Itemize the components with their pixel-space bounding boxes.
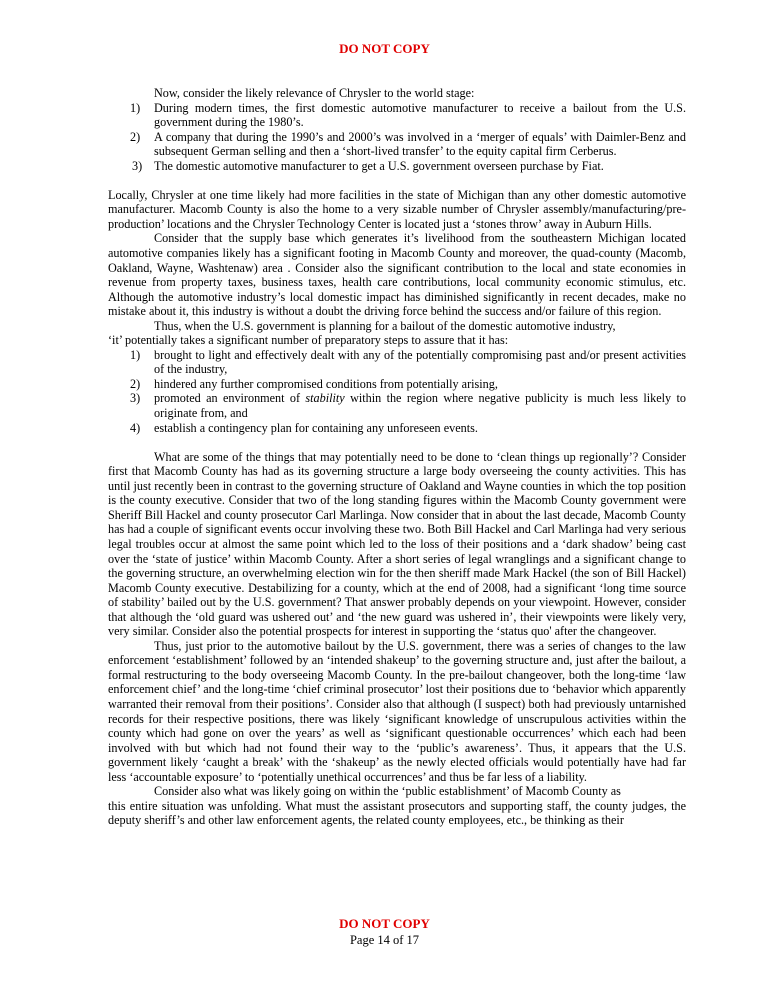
list-text: hindered any further compromised conditions from potentially arising,	[154, 376, 498, 391]
list-text: brought to light and effectively dealt with any of the potentially compromising past and/or present activities of the industry,	[154, 347, 686, 377]
list-number: 4)	[130, 420, 141, 435]
paragraph-locally: Locally, Chrysler at one time likely had more facilities in the state of Michigan than any other domestic automotive manufacturer. Macomb County is also the home to a very sizable number of Chrysler assembly/manufacturing/pre-production’ locations and the Chrysler Technology Center is located just a ‘stones throw’ away in Auburn Hills.	[108, 187, 686, 231]
header-notice: DO NOT COPY	[339, 41, 430, 56]
footer-notice: DO NOT COPY	[339, 916, 430, 931]
list-text-rest: within the region where negative publicity is much less likely to originate from, and	[154, 391, 686, 421]
list-item	[108, 421, 686, 436]
paragraph-prior-to-bailout: Thus, just prior to the automotive bailout by the U.S. government, there was a series of changes to the law enforcement ‘establishment’ followed by an ‘intended shakeup’ to the governing structure and, just after the bailout, a formal restructuring to the body overseeing Macomb County. In the pre-bailout changeover, both the long-time ‘law enforcement chief’ and the long-time ‘chief criminal prosecutor’ lost their positions due to ‘behavior which apparently warranted their removal from their positions’. Consider also that although (I suspect) both had previously untarnished records for their respective positions, there was likely ‘significant knowledge of unscrupulous activities within the county which had gone on over the years’ as well as ‘significant questionable occurrences’ which each had been involved with but which had not found their way to the ‘public’s awareness’. Thus, it appears that the U.S. government likely ‘caught a break’ with the ‘shakeup’ as the newly elected officials would potentially have had far less ‘accountable exposure’ to ‘potentially unethical occurrences’ and thus be far less of a liability.	[108, 638, 686, 784]
paragraph-supply-base: Consider that the supply base which generates it’s livelihood from the southeastern Michigan located automotive companies likely has a significant footing in Macomb County and moreover, the quad-county (Macomb, Oakland, Wayne, Washtenaw) area . Consider also the significant contribution to the local and state economies in revenue from property taxes, business taxes, health care contributions, local community economic stimulus, etc. Although the automotive industry’s local domestic impact has diminished significantly in recent decades, make no mistake about it, this industry is without a doubt the driving force behind the success and/or failure of this region.	[108, 231, 686, 319]
paragraph-public-establishment-line2: this entire situation was unfolding. What must the assistant prosecutors and supporting staff, the county judges, the deputy sheriff’s and other law enforcement agents, the related county employees, etc., be thinking as their	[108, 798, 686, 828]
list-text: establish a contingency plan for containing any unforeseen events.	[154, 420, 478, 435]
list-number: 1)	[130, 347, 141, 362]
list-text: A company that during the 1990’s and 2000’s was involved in a ‘merger of equals’ with Daimler-Benz and subsequent German selling and then a ‘short-lived transfer’ to the equity capital firm Cerberus.	[154, 129, 686, 159]
list-item	[108, 391, 686, 420]
chrysler-list	[108, 101, 686, 174]
intro-line: Now, consider the likely relevance of Chrysler to the world stage:	[154, 86, 475, 100]
list-item	[108, 348, 686, 377]
paragraph-thus-line1: Thus, when the U.S. government is planning for a bailout of the domestic automotive industry,	[154, 318, 616, 333]
paragraph-clean-things-up: What are some of the things that may potentially need to be done to ‘clean things up regionally’? Consider first that Macomb County has had as its governing structure a large body overseeing the county activities. This has until just recently been in contrast to the governing structure of Oakland and Wayne counties in which the top position is the county executive. Consider that two of the long standing figures within the Macomb County government were Sheriff Bill Hackel and county prosecutor Carl Marlinga. Now consider that in about the last decade, Macomb County has had a couple of significant events occur involving these two. Both Bill Hackel and Carl Marlinga had very serious legal troubles occur at almost the same point which led to the loss of their positions and a ‘dark shadow’ being cast over the ‘state of justice’ within Macomb County. After a short series of legal wranglings and a significant change to the governing structure, an overwhelming election win for the then sheriff made Mark Hackel (the son of Bill Hackel) Macomb County executive. Destabilizing for a county, which at the end of 2008, had a significant ‘long time source of stability’ bailed out by the U.S. government? That answer probably depends on your viewpoint. However, consider that although the ‘old guard was ushered out’ and ‘the new guard was ushered in’, their viewpoints were likely very, very similar. Consider also the potential prospects for interest in supporting the ‘status quo' after the changeover.	[108, 449, 686, 639]
list-item	[108, 101, 686, 130]
preparatory-steps-list	[108, 348, 686, 435]
emphasis-stability: stability	[305, 391, 345, 406]
paragraph-thus-line2: ‘it’ potentially takes a significant number of preparatory steps to assure that it has:	[108, 333, 509, 348]
list-item	[108, 377, 686, 392]
list-item	[108, 159, 686, 174]
list-number: 3)	[130, 391, 141, 406]
list-number: 3)	[132, 158, 143, 173]
list-text: The domestic automotive manufacturer to get a U.S. government overseen purchase by Fiat.	[154, 158, 604, 173]
list-number: 2)	[130, 129, 141, 144]
document-body	[108, 86, 686, 828]
list-number: 2)	[130, 376, 141, 391]
list-item	[108, 130, 686, 159]
list-text: promoted an environment of	[154, 391, 306, 406]
paragraph-public-establishment-line1: Consider also what was likely going on within the ‘public establishment’ of Macomb County as	[154, 784, 621, 799]
page-number: Page 14 of 17	[349, 933, 420, 947]
list-text: During modern times, the first domestic automotive manufacturer to receive a bailout from the U.S. government during the 1980’s.	[154, 100, 686, 130]
list-number: 1)	[130, 100, 141, 115]
